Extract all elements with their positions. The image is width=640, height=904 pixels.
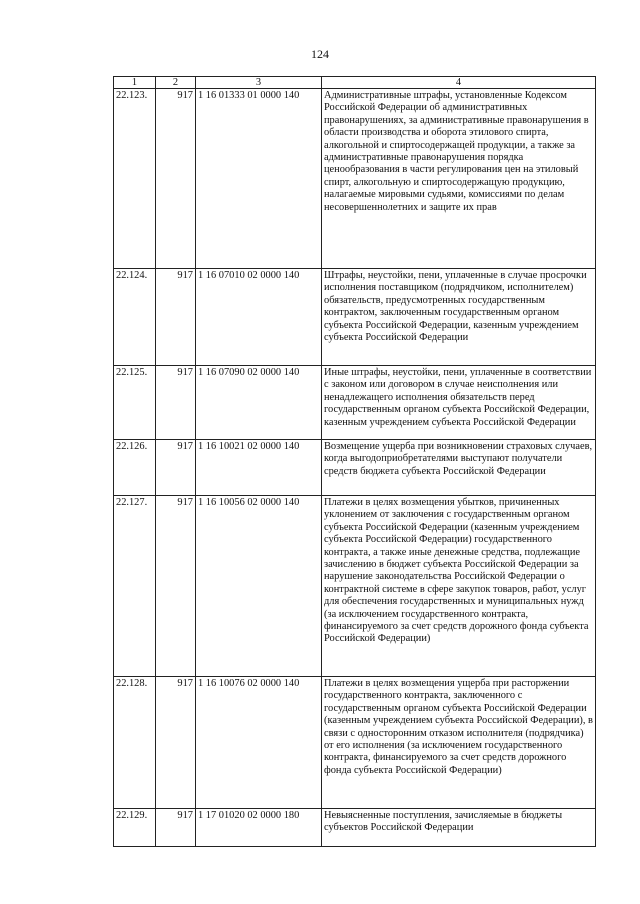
budget-code: 1 16 10021 02 0000 140: [196, 440, 322, 496]
column-header: 3: [196, 77, 322, 89]
column-header: 1: [114, 77, 156, 89]
income-description: Возмещение ущерба при возникновении страховых случаев, когда выгодоприобретателями выступают получатели средств бюджета субъекта Российской Федерации: [322, 440, 596, 496]
row-number: 22.126.: [114, 440, 156, 496]
column-header: 2: [156, 77, 196, 89]
income-description: Штрафы, неустойки, пени, уплаченные в случае просрочки исполнения поставщиком (подрядчиком, исполнителем) обязательств, предусмотренных государственным контрактом, заключенным государственным органом субъекта Российской Федерации, казенным учреждением субъекта Российской Федерации: [322, 269, 596, 366]
table-header-row: [114, 77, 596, 89]
administrator-code: 917: [156, 809, 196, 847]
budget-code: 1 16 10056 02 0000 140: [196, 496, 322, 677]
income-description: Невыясненные поступления, зачисляемые в бюджеты субъектов Российской Федерации: [322, 809, 596, 847]
column-header: 4: [322, 77, 596, 89]
table-row: [114, 269, 596, 366]
administrator-code: 917: [156, 269, 196, 366]
row-number: 22.125.: [114, 366, 156, 440]
budget-codes-table: [113, 76, 596, 847]
table-row: [114, 677, 596, 809]
budget-code: 1 16 07010 02 0000 140: [196, 269, 322, 366]
budget-code: 1 16 07090 02 0000 140: [196, 366, 322, 440]
administrator-code: 917: [156, 89, 196, 269]
budget-code: 1 16 10076 02 0000 140: [196, 677, 322, 809]
row-number: 22.127.: [114, 496, 156, 677]
table-row: [114, 89, 596, 269]
table-row: [114, 366, 596, 440]
table-row: [114, 440, 596, 496]
row-number: 22.124.: [114, 269, 156, 366]
row-number: 22.128.: [114, 677, 156, 809]
table-row: [114, 809, 596, 847]
administrator-code: 917: [156, 677, 196, 809]
administrator-code: 917: [156, 496, 196, 677]
table-row: [114, 496, 596, 677]
income-description: Административные штрафы, установленные Кодексом Российской Федерации об административных правонарушениях, за административные правонарушения в области производства и оборота этилового спирта, алкогольной и спиртосодержащей продукции, а также за административные правонарушения порядка ценообразования в части регулирования цен на этиловый спирт, алкогольную и спиртосодержащую продукцию, налагаемые мировыми судьями, комиссиями по делам несовершеннолетних и защите их прав: [322, 89, 596, 269]
administrator-code: 917: [156, 366, 196, 440]
budget-code: 1 16 01333 01 0000 140: [196, 89, 322, 269]
row-number: 22.129.: [114, 809, 156, 847]
budget-code: 1 17 01020 02 0000 180: [196, 809, 322, 847]
income-description: Иные штрафы, неустойки, пени, уплаченные в соответствии с законом или договором в случае неисполнения или ненадлежащего исполнения обязательств перед государственным органом субъекта Российской Федерации, казенным учреждением субъекта Российской Федерации: [322, 366, 596, 440]
income-description: Платежи в целях возмещения убытков, причиненных уклонением от заключения с государственным органом субъекта Российской Федерации (казенным учреждением субъекта Российской Федерации) государственного контракта, а также иные денежные средства, подлежащие зачислению в бюджет субъекта Российской Федерации за нарушение законодательства Российской Федерации о контрактной системе в сфере закупок товаров, работ, услуг для обеспечения государственных и муниципальных нужд (за исключением государственного контракта, финансируемого за счет средств дорожного фонда субъекта Российской Федерации): [322, 496, 596, 677]
administrator-code: 917: [156, 440, 196, 496]
income-description: Платежи в целях возмещения ущерба при расторжении государственного контракта, заключенного с государственным органом субъекта Российской Федерации (казенным учреждением субъекта Российской Федерации), в связи с односторонним отказом исполнителя (подрядчика) от его исполнения (за исключением государственного контракта, финансируемого за счет средств дорожного фонда субъекта Российской Федерации): [322, 677, 596, 809]
row-number: 22.123.: [114, 89, 156, 269]
page-number: 124: [311, 47, 329, 61]
